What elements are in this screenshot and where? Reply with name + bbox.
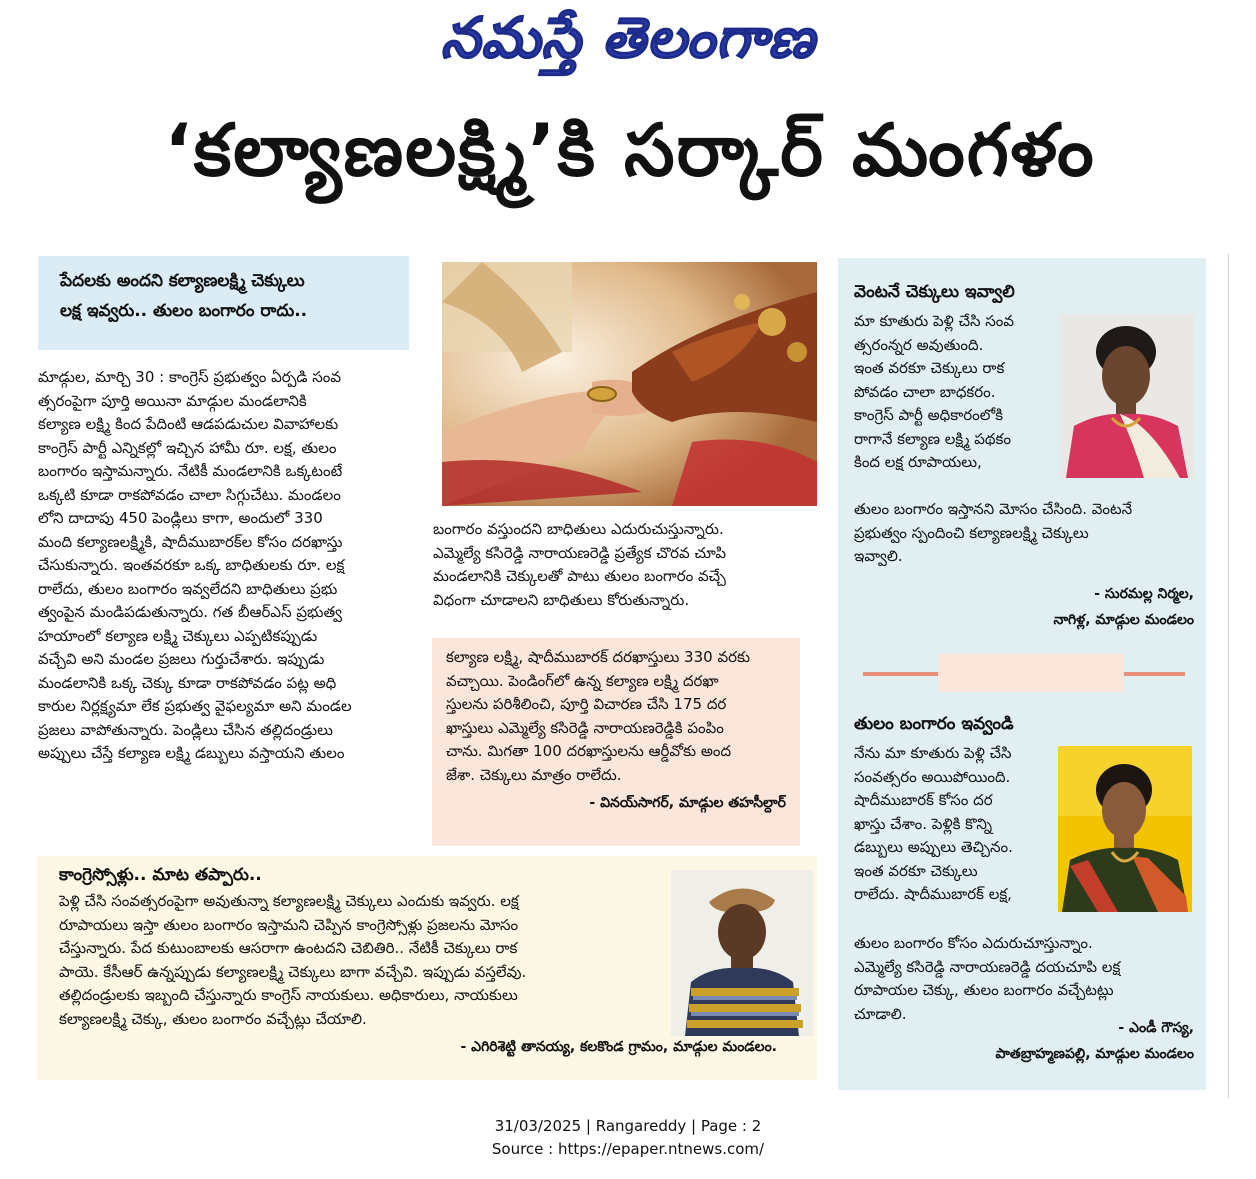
right-top-text-wide <box>854 498 1194 569</box>
quote-line: రూపాయలు ఇస్తా తులం బంగారం ఇస్తామని చెప్పిన కాంగ్రెస్సోళ్లు ప్రజలను మోసం <box>59 915 519 934</box>
article-line: కాంగ్రెస్ పార్టీ ఎన్నికల్లో ఇచ్చిన హామీ రూ. లక్ష, తులం <box>38 438 337 457</box>
section-divider-box <box>938 654 1124 692</box>
quote-line: నేను మా కూతురు పెళ్లి చేసి <box>854 744 1012 762</box>
article-line: విధంగా చూడాలని బాధితులు కోరుతున్నారు. <box>433 590 690 609</box>
article-line: లోని దాదాపు 450 పెండ్లిలు కాగా, అందులో 330 <box>38 509 323 527</box>
quote-line: తులం బంగారం ఇస్తానని మోసం చేసింది. వెంటనే <box>854 500 1133 518</box>
article-line: కారుల నిర్లక్ష్యమా లేక ప్రభుత్వ వైఫల్యమా అని మండల <box>38 697 352 715</box>
quote-line: సంవత్సరం అయిపోయింది. <box>854 767 1011 786</box>
article-line: ఎమ్మెల్యే కసిరెడ్డి నారాయణరెడ్డి ప్రత్యేక చొరవ చూపి <box>433 543 727 562</box>
subheadline-box <box>38 256 409 350</box>
quote-line: కల్యాణలక్ష్మి చెక్కు, తులం బంగారం వచ్చేట్లు చేయాలి. <box>59 1009 367 1028</box>
article-line: బంగారం వస్తుందని బాధితులు ఎదురుచుస్తున్నారు. <box>433 520 724 538</box>
article-body-left <box>38 366 410 766</box>
right-top-text-narrow <box>854 310 1050 475</box>
article-line: కల్యాణ లక్ష్మి కింద పేదింటి ఆడపడుచుల వివాహాలకు <box>38 415 339 433</box>
quote-line: ఇంత వరకూ చెక్కులు <box>854 861 978 880</box>
right-top-title: వెంటనే చెక్కులు ఇవ్వాలి <box>854 282 1015 302</box>
article-line: రాలేదు, తులం బంగారం ఇవ్వలేదని బాధితులు ప్రభు <box>38 579 338 598</box>
quote-line: స్తులను పరిశీలించి, పూర్తి విచారణ చేసి 175 దర <box>446 695 727 713</box>
wedding-hands-photo <box>442 262 817 506</box>
quote-line: ఖాస్తులు ఎమ్మెల్యే కసిరెడ్డి నారాయణరెడ్డికి పంపిం <box>446 718 724 737</box>
quote-line: ఇంత వరకూ చెక్కులు రాక <box>854 359 1005 377</box>
subheadline-line-2: లక్ష ఇవ్వరు.. తులం బంగారం రాదు.. <box>60 301 308 321</box>
victim-quote-signature: - ఎగిరిశెట్టి తానయ్య, కలకొండ గ్రామం, మాడ్గుల మండలం. <box>460 1039 777 1055</box>
man-portrait-photo <box>671 870 813 1036</box>
quote-line: కింద లక్ష రూపాయలు, <box>854 453 982 471</box>
masthead-logo: నమస్తే తెలంగాణ <box>440 6 816 71</box>
woman-portrait-photo-1 <box>1060 314 1194 478</box>
right-bottom-title: తులం బంగారం ఇవ్వండి <box>854 714 1014 734</box>
right-top-signature-name: - సురమల్ల నిర్మల, <box>1094 586 1194 602</box>
subheadline-line-1: పేదలకు అందని కల్యాణలక్ష్మి చెక్కులు <box>60 271 305 291</box>
woman-portrait-illustration-1 <box>1060 314 1194 478</box>
quote-line: రూపాయల చెక్కు, తులం బంగారం వచ్చేటట్లు <box>854 981 1114 999</box>
quote-line: తల్లిదండ్రులకు ఇబ్బంది చేస్తున్నారు కాంగ్రెస్ నాయకులు. అధికారులు, నాయకులు <box>59 986 518 1004</box>
article-line: అప్పులు చేస్తే కల్యాణ లక్ష్మి డబ్బులు వస్తాయని తులం <box>38 744 345 762</box>
quote-line: రాగానే కల్యాణ లక్ష్మి పథకం <box>854 429 1011 448</box>
victim-quote-title: కాంగ్రెస్సోళ్లు.. మాట తప్పారు.. <box>59 865 262 885</box>
article-line: చేసుకున్నారు. ఇంతవరకూ ఒక్క బాధితులకు రూ. లక్ష <box>38 556 345 574</box>
quote-line: షాదీముబారక్ కోసం దర <box>854 791 993 809</box>
quote-line: తులం బంగారం కోసం ఎదురుచూస్తున్నాం. <box>854 934 1093 952</box>
quote-line: జేశా. చెక్కులు మాత్రం రాలేదు. <box>446 765 622 784</box>
wedding-photo-illustration <box>442 262 817 506</box>
article-line: బంగారం ఇస్తామన్నారు. నేటికీ మండలానికి ఒక్కటంటే <box>38 462 343 480</box>
quote-line: పోవడం చాలా బాధకరం. <box>854 382 996 401</box>
man-portrait-illustration <box>671 870 813 1036</box>
article-line: మంది కల్యాణలక్ష్మికి, షాదీముబారక్‌ల కోసం దరఖాస్తు <box>38 532 343 551</box>
article-line: హయాంలో కల్యాణ లక్ష్మి చెక్కులు ఎప్పటికప్పుడు <box>38 626 318 645</box>
quote-line: కల్యాణ లక్ష్మి, షాదీముబారక్ దరఖాస్తులు 330 వరకు <box>446 648 751 666</box>
quote-line: ప్రభుత్వం స్పందించి కల్యాణలక్ష్మి చెక్కులు <box>854 523 1089 542</box>
quote-line: వచ్చాయి. పెండింగ్‌లో ఉన్న కల్యాణ లక్ష్మి దరఖా <box>446 671 719 690</box>
quote-line: ఇవ్వాలి. <box>854 547 903 565</box>
article-line: వచ్చేవి అని మండల ప్రజలు గుర్తుచేశారు. ఇప్పుడు <box>38 650 325 668</box>
quote-line: డబ్బులు అప్పులు తెచ్చినం. <box>854 838 1013 856</box>
official-quote-signature: - వినయ్‌సాగర్, మాడ్గుల తహసీల్దార్ <box>589 795 786 811</box>
woman-portrait-illustration-2 <box>1058 746 1192 912</box>
victim-quote-box <box>37 856 817 1080</box>
article-line: త్వంపైన మండిపడుతున్నారు. గత బీఆర్ఎస్ ప్రభుత్వ <box>38 603 342 621</box>
woman-portrait-photo-2 <box>1058 746 1192 912</box>
right-bottom-text-wide <box>854 932 1194 1026</box>
article-line: మండలానికి ఒక్క చెక్కు కూడా రాకపోవడం పట్ల అధి <box>38 673 337 692</box>
quote-line: మా కూతురు పెళ్లి చేసి సంవ <box>854 312 1015 330</box>
article-line: త్సరంపైగా పూర్తి అయినా మాడ్గుల మండలానికి <box>38 391 307 410</box>
quote-line: చూడాలి. <box>854 1004 907 1023</box>
article-line: ఒక్కటి కూడా రాకపోవడం చాలా సిగ్గుచేటు. మండలం <box>38 485 341 504</box>
right-bottom-signature-name: - ఎండీ గౌస్య, <box>1118 1020 1194 1036</box>
footer-source-line: Source : https://epaper.ntnews.com/ <box>491 1140 765 1158</box>
victim-quote-text <box>59 890 651 1031</box>
quote-line: కాంగ్రెస్ పార్టీ అధికారంలోకి <box>854 406 1004 424</box>
article-line: ప్రజలు వాపోతున్నారు. పెండ్లిలు చేసిన తల్లిదండ్రులు <box>38 720 333 739</box>
right-top-signature-place: నాగిళ్ల, మాడ్గుల మండలం <box>1053 612 1194 628</box>
page-right-rule <box>1228 254 1229 1098</box>
article-line: మాడ్గుల, మార్చి 30 : కాంగ్రెస్ ప్రభుత్వం ఏర్పడి సంవ <box>38 368 342 386</box>
quote-line: చాను. మిగతా 100 దరఖాస్తులను ఆర్డీవోకు అంద <box>446 742 732 760</box>
article-body-middle <box>433 518 815 612</box>
quote-line: పెళ్లి చేసి సంవత్సరంపైగా అవుతున్నా కల్యాణలక్ష్మి చెక్కులు ఎందుకు ఇవ్వరు. లక్ష <box>59 892 519 910</box>
article-line: మండలానికి చెక్కులతో పాటు తులం బంగారం వచ్చే <box>433 567 726 585</box>
quote-line: రాలేదు. షాదీముబారక్ లక్ష, <box>854 885 1012 903</box>
right-sidebar <box>838 258 1206 1090</box>
quote-line: ఎమ్మెల్యే కసిరెడ్డి నారాయణరెడ్డి దయచూపి లక్ష <box>854 957 1121 976</box>
right-bottom-text-narrow <box>854 742 1050 907</box>
official-quote-box <box>432 638 800 846</box>
footer-date-line: 31/03/2025 | Rangareddy | Page : 2 <box>494 1117 762 1135</box>
page-headline: ‘కల్యాణలక్ష్మి’కి సర్కార్ మంగళం <box>164 108 1096 192</box>
quote-line: ఖాస్తు చేశాం. పెళ్లికి కొన్ని <box>854 814 993 833</box>
official-quote-text <box>446 646 786 787</box>
quote-line: చేస్తున్నారు. పేద కుటుంబాలకు ఆసరాగా ఉంటదని చెబితిరి.. నేటికీ చెక్కులు రాక <box>59 939 518 957</box>
quote-line: త్సరంన్నర అవుతుంది. <box>854 335 984 354</box>
quote-line: పాయె. కేసీఆర్ ఉన్నప్పుడు కల్యాణలక్ష్మి చెక్కులు బాగా వచ్చేవి. ఇప్పుడు వస్తలేవు. <box>59 962 527 981</box>
right-bottom-signature-place: పాతబ్రాహ్మణపల్లి, మాడ్గుల మండలం <box>995 1046 1194 1062</box>
